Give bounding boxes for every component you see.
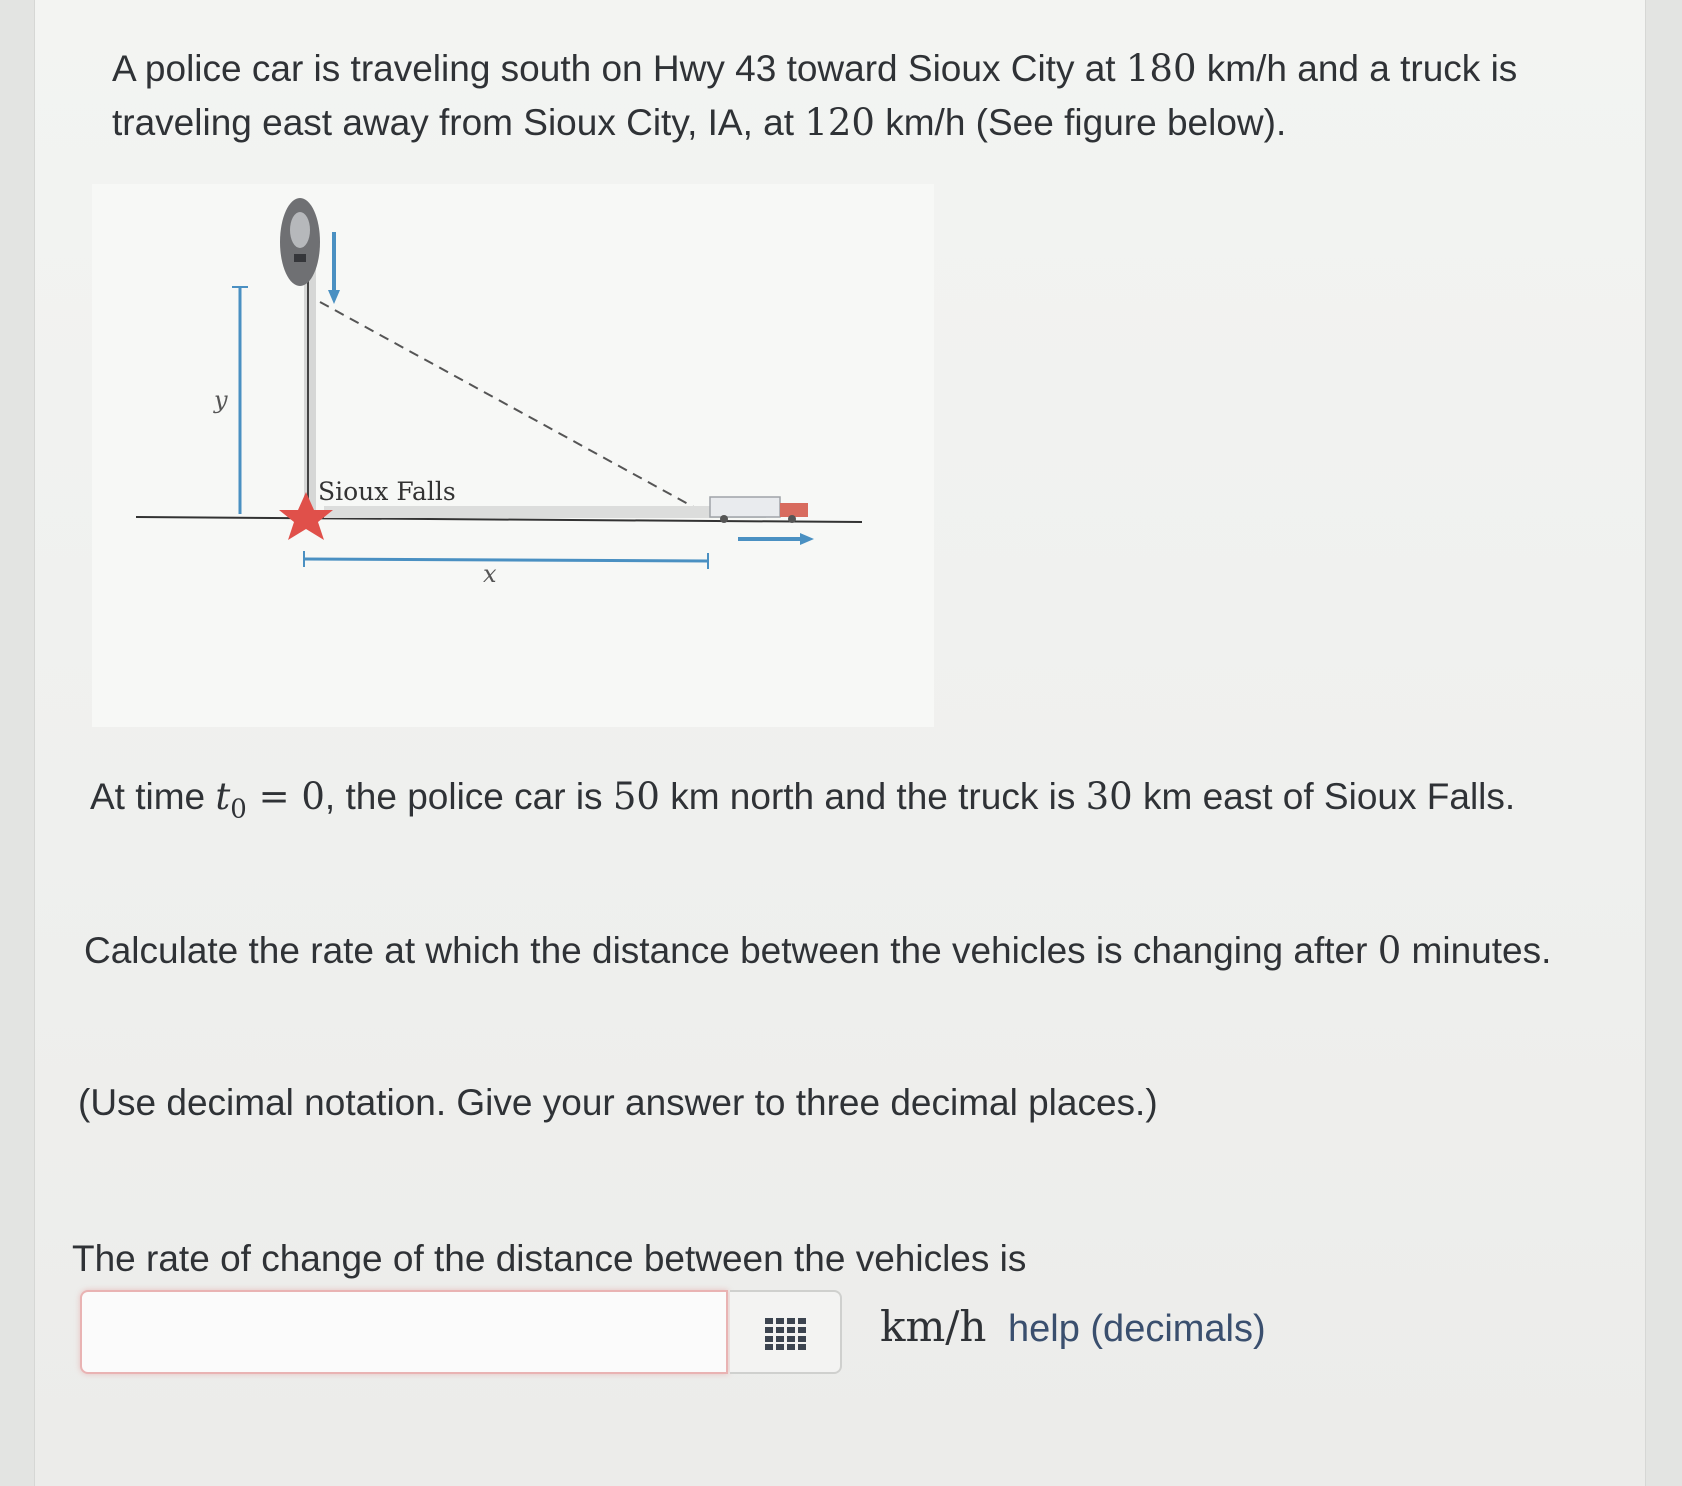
- question-prompt: [84, 924, 1564, 978]
- problem-text: A police car is traveling south on Hwy 43 toward Sioux City at: [112, 48, 1126, 89]
- horizontal-highway-band: [324, 506, 766, 518]
- keypad-button[interactable]: [730, 1290, 842, 1374]
- problem-text: Calculate the rate at which the distance between the vehicles is changing after: [84, 930, 1378, 971]
- police-car-icon: [280, 198, 320, 286]
- police-speed: 180: [1125, 47, 1197, 90]
- answer-prompt: The rate of change of the distance between the vehicles is: [72, 1238, 1027, 1279]
- figure-diagram: [92, 184, 934, 727]
- x-measure-line: [304, 559, 708, 561]
- problem-statement: [112, 42, 1572, 150]
- help-link[interactable]: help (decimals): [1008, 1308, 1266, 1350]
- x-label: x: [483, 560, 497, 588]
- unit-label: km/h: [880, 1302, 987, 1351]
- truck-icon: [710, 497, 808, 523]
- problem-text: minutes.: [1401, 930, 1552, 971]
- time-value: = 0: [246, 775, 325, 818]
- problem-text: km/h and a truck is traveling east away from Sioux City, IA, at: [112, 48, 1518, 143]
- problem-text: km east of Sioux Falls.: [1132, 776, 1516, 817]
- city-label: Sioux Falls: [318, 477, 456, 506]
- problem-text: , the police car is: [324, 776, 613, 817]
- problem-text: At time: [90, 776, 216, 817]
- problem-text: km north and the truck is: [659, 776, 1086, 817]
- police-direction-arrow: [328, 232, 340, 304]
- minutes-value: 0: [1377, 929, 1402, 972]
- truck-speed: 120: [804, 101, 875, 144]
- truck-distance: 30: [1085, 775, 1133, 818]
- problem-figure: [92, 184, 934, 727]
- keypad-grid-icon: [765, 1318, 807, 1350]
- instructions: (Use decimal notation. Give your answer to three decimal places.): [78, 1082, 1158, 1123]
- problem-text: km/h (See figure below).: [874, 102, 1287, 143]
- police-distance: 50: [612, 775, 660, 818]
- time-subscript: 0: [230, 794, 247, 825]
- initial-conditions: [90, 770, 1560, 836]
- time-variable: t: [215, 775, 231, 818]
- answer-input[interactable]: [80, 1290, 728, 1374]
- y-label: y: [214, 386, 228, 414]
- truck-direction-arrow: [738, 533, 814, 545]
